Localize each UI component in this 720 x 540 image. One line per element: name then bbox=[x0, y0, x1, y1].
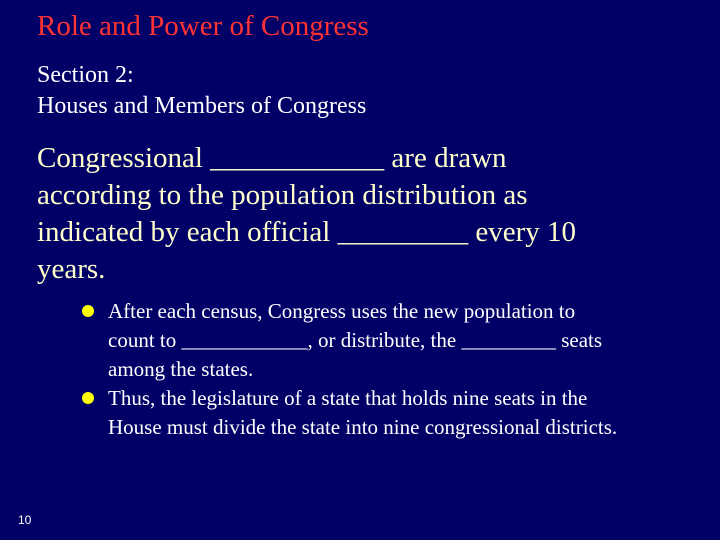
bullet-dot-icon bbox=[82, 305, 94, 317]
bullet-line: Thus, the legislature of a state that holds nine seats in the bbox=[108, 386, 588, 410]
bullet-list bbox=[80, 297, 710, 442]
bullet-dot-icon bbox=[82, 392, 94, 404]
main-statement-line: Congressional ____________ are drawn bbox=[37, 142, 507, 174]
section-heading bbox=[37, 60, 366, 122]
main-statement-line: years. bbox=[37, 253, 106, 285]
main-statement bbox=[37, 140, 697, 288]
main-statement-line: indicated by each official _________ every 10 bbox=[37, 216, 577, 248]
bullet-item-districts bbox=[80, 384, 710, 442]
bullet-item-census bbox=[80, 297, 710, 384]
slide-title: Role and Power of Congress bbox=[37, 10, 369, 42]
slide-number: 10 bbox=[18, 513, 32, 527]
bullet-line: among the states. bbox=[108, 357, 254, 381]
bullet-line: House must divide the state into nine congressional districts. bbox=[108, 415, 618, 439]
section-name: Houses and Members of Congress bbox=[37, 93, 367, 119]
bullet-line: count to ____________, or distribute, the _________ seats bbox=[108, 328, 603, 352]
main-statement-line: according to the population distribution as bbox=[37, 179, 528, 211]
section-number: Section 2: bbox=[37, 62, 134, 88]
bullet-line: After each census, Congress uses the new population to bbox=[108, 299, 576, 323]
